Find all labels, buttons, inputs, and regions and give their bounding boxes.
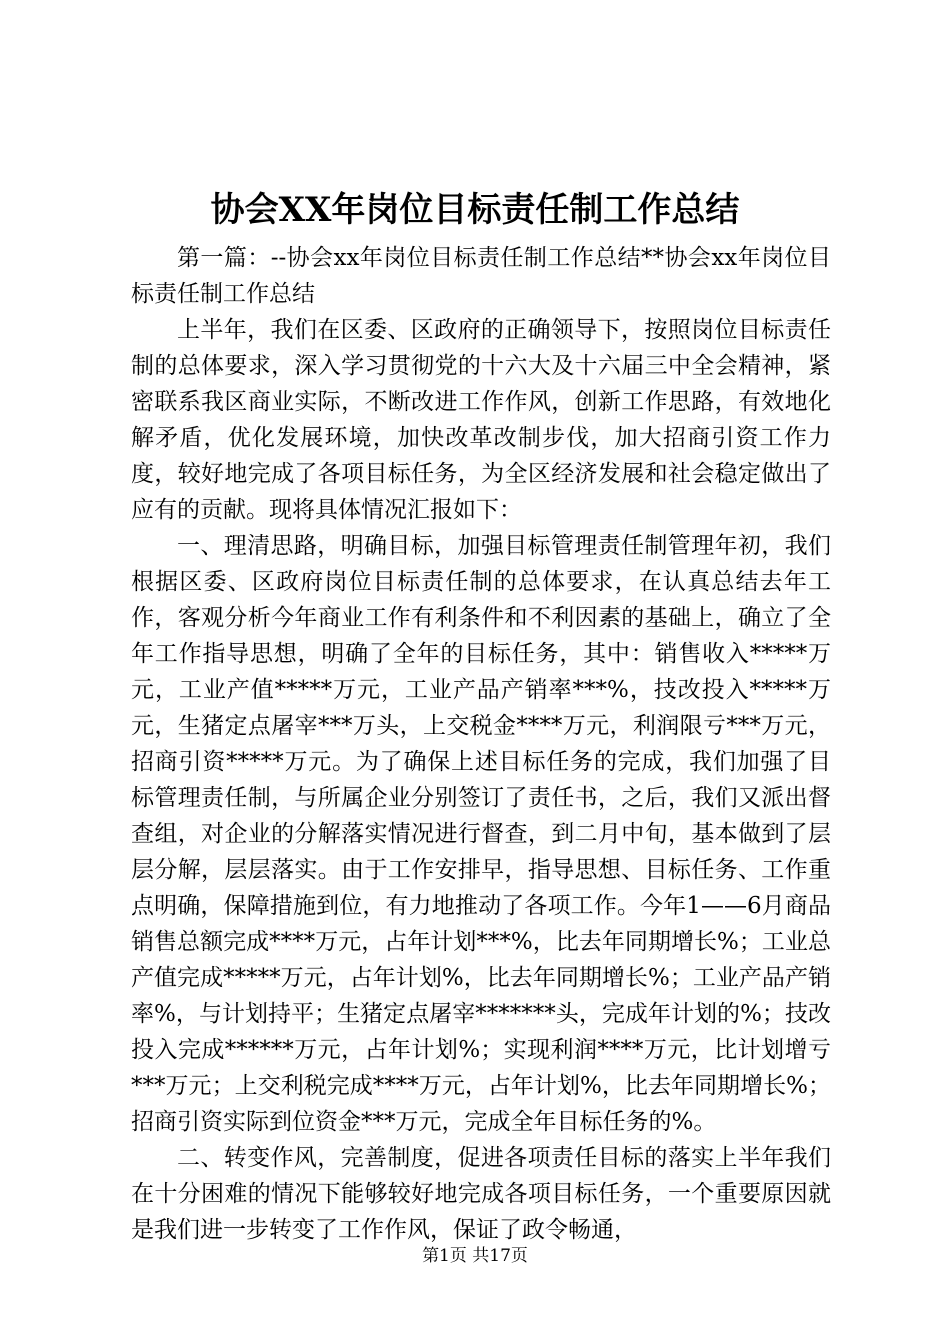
document-body <box>131 240 831 1248</box>
paragraph-section-two: 二、转变作风，完善制度，促进各项责任目标的落实上半年我们在十分困难的情况下能够较好地完成各项目标任务，一个重要原因就是我们进一步转变了工作作风，保证了政令畅通， <box>131 1145 831 1243</box>
document-title: 协会XX年岗位目标责任制工作总结 <box>210 190 740 230</box>
paragraph-section-one: 一、理清思路，明确目标，加强目标管理责任制管理年初，我们根据区委、区政府岗位目标责任制的总体要求，在认真总结去年工作，客观分析今年商业工作有利条件和不利因素的基础上，确立了全年工作指导思想，明确了全年的目标任务，其中：销售收入*****万元，工业产值*****万元，工业产品产销率***%，技改投入*****万元，生猪定点屠宰***万头，上交税金****万元，利润限亏***万元，招商引资*****万元。为了确保上述目标任务的完成，我们加强了目标管理责任制，与所属企业分别签订了责任书，之后，我们又派出督查组，对企业的分解落实情况进行督查，到二月中旬，基本做到了层层分解，层层落实。由于工作安排早，指导思想、目标任务、工作重点明确，保障措施到位，有力地推动了各项工作。今年1——6月商品销售总额完成****万元，占年计划***%，比去年同期增长%；工业总产值完成*****万元，占年计划%，比去年同期增长%；工业产品产销率%，与计划持平；生猪定点屠宰*******头，完成年计划的%；技改投入完成******万元，占年计划%；实现利润****万元，比计划增亏***万元；上交利税完成****万元，占年计划%，比去年同期增长%；招商引资实际到位资金***万元，完成全年目标任务的%。 <box>131 533 831 1135</box>
paragraph-summary: 上半年，我们在区委、区政府的正确领导下，按照岗位目标责任制的总体要求，深入学习贯彻党的十六大及十六届三中全会精神，紧密联系我区商业实际，不断改进工作作风，创新工作思路，有效地化解矛盾，优化发展环境，加快改革改制步伐，加大招商引资工作力度，较好地完成了各项目标任务，为全区经济发展和社会稳定做出了应有的贡献。现将具体情况汇报如下： <box>131 317 831 523</box>
paragraph-intro: 第一篇：--协会xx年岗位目标责任制工作总结**协会xx年岗位目标责任制工作总结 <box>131 245 831 307</box>
page-number-footer: 第1页 共17页 <box>422 1246 528 1266</box>
